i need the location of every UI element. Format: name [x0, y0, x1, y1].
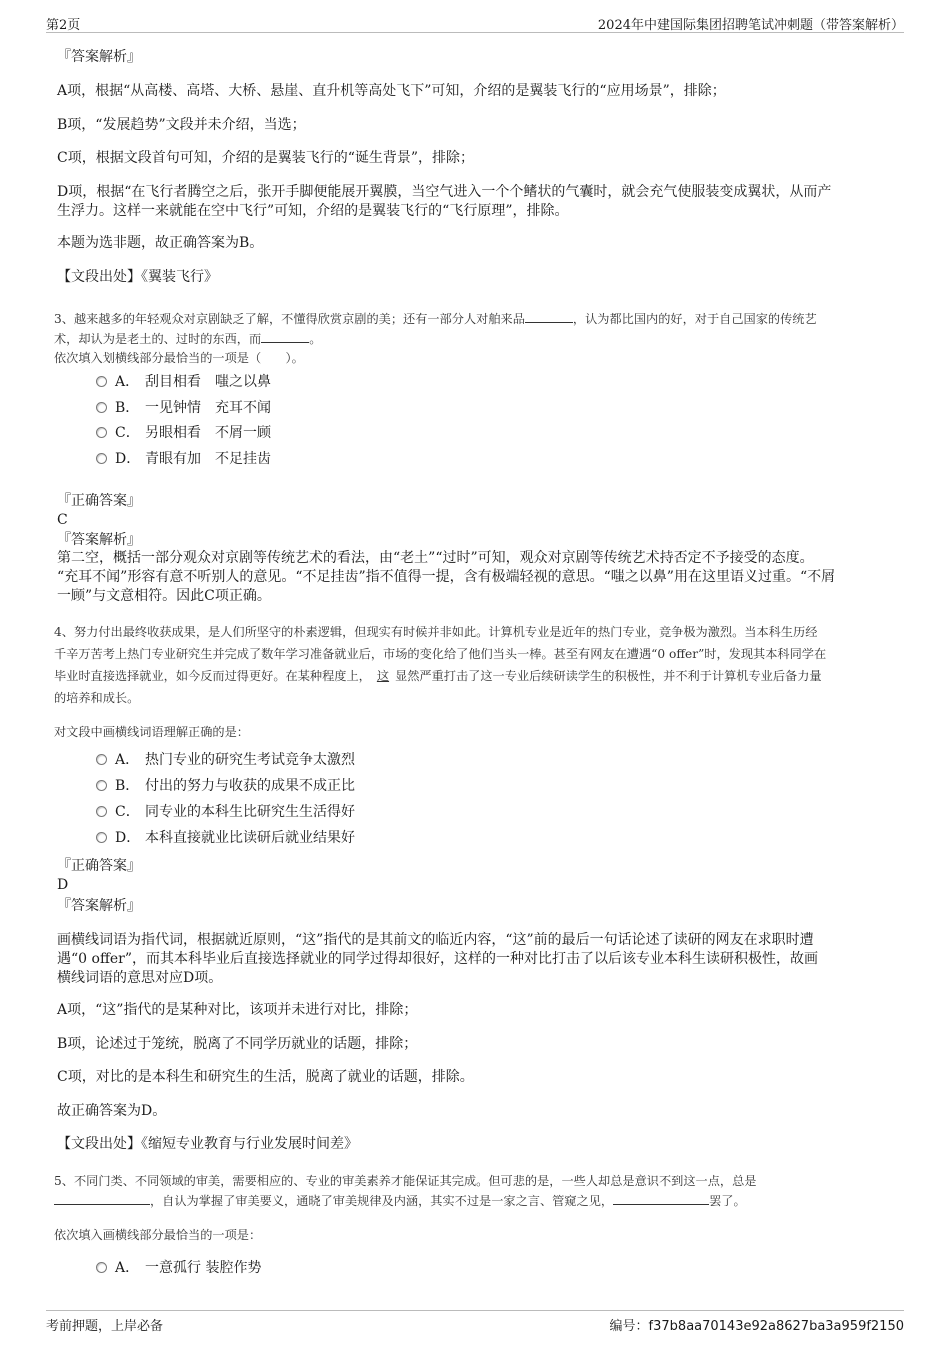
footer-slogan: 考前押题，上岸必备 — [46, 1319, 164, 1334]
fill-blank — [261, 330, 309, 343]
question-5-option-a[interactable] — [96, 1259, 261, 1277]
question-4-option-d[interactable] — [96, 829, 355, 847]
page-header — [46, 12, 904, 33]
fill-blank — [613, 1192, 709, 1205]
radio-button[interactable] — [96, 754, 107, 765]
analysis-option-a: A项，根据“从高楼、高塔、大桥、悬崖、直升机等高处飞下”可知，介绍的是翼装飞行的“应用场景”，排除； — [57, 83, 726, 99]
question-3-option-b[interactable] — [96, 399, 271, 417]
page-number: 第2页 — [46, 18, 81, 33]
stem-text: 术，却认为是老土的、过时的东西，而 — [54, 332, 262, 346]
option-text: 一意孤行 装腔作势 — [145, 1260, 262, 1276]
question-4-stem-line3 — [54, 665, 894, 687]
question-4-stem-line2: 千辛万苦考上热门专业研究生并完成了数年学习准备就业后，市场的变化给了他们当头一棒。甚至有网友在遭遇“0 offer”时，发现其本科同学在 — [54, 647, 827, 661]
radio-button[interactable] — [96, 1262, 107, 1273]
analysis-conclusion: 故正确答案为D。 — [57, 1103, 167, 1119]
option-word-2: 嗤之以鼻 — [215, 374, 271, 390]
radio-button[interactable] — [96, 402, 107, 413]
code-value: f37b8aa70143e92a8627ba3a959f2150 — [648, 1319, 904, 1334]
analysis-option-d-line1: D项，根据“在飞行者腾空之后，张开手脚便能展开翼膜，当空气进入一个个鳍状的气囊时，就会充气使服装变成翼状，从而产 — [57, 184, 832, 200]
option-letter: C． — [115, 425, 140, 441]
question-4-option-c[interactable] — [96, 803, 355, 821]
analysis-option-c: C项，对比的是本科生和研究生的生活，脱离了就业的话题，排除。 — [57, 1069, 474, 1085]
option-letter: C． — [115, 804, 140, 820]
underlined-word: 这 — [376, 669, 390, 683]
stem-text: ，自认为掌握了审美要义，通晓了审美规律及内涵，其实不过是一家之言、管窥之见， — [150, 1194, 614, 1208]
option-word-2: 不屑一顾 — [215, 425, 271, 441]
stem-text: ，认为都比国内的好，对于自己国家的传统艺 — [572, 312, 817, 326]
analysis-option-c: C项，根据文段首句可知，介绍的是翼装飞行的“诞生背景”，排除； — [57, 150, 475, 166]
analysis-label: 『答案解析』 — [57, 898, 141, 914]
fill-blank — [525, 310, 573, 323]
code-label: 编号： — [609, 1319, 649, 1334]
option-text: 热门专业的研究生考试竞争太激烈 — [145, 752, 355, 768]
question-4-stem-line1: 4、努力付出最终收获成果，是人们所坚守的朴素逻辑，但现实有时候并非如此。计算机专业是近年的热门专业，竞争极为激烈。当本科生历经 — [54, 625, 818, 639]
question-5-prompt: 依次填入画横线部分最恰当的一项是： — [54, 1228, 262, 1242]
analysis-option-d-line2: 生浮力。这样一来就能在空中飞行”可知，介绍的是翼装飞行的“飞行原理”，排除。 — [57, 203, 569, 219]
question-3-stem-line1 — [54, 308, 894, 330]
question-3-prompt: 依次填入划横线部分最恰当的一项是（ ）。 — [54, 351, 304, 365]
analysis-line3: 一顾”与文意相符。因此C项正确。 — [57, 588, 271, 604]
option-word-2: 不足挂齿 — [215, 451, 271, 467]
analysis-label: 『答案解析』 — [57, 49, 141, 65]
question-4-option-a[interactable] — [96, 751, 355, 769]
question-3-option-a[interactable] — [96, 373, 271, 391]
correct-answer: C — [57, 512, 68, 528]
option-text: 同专业的本科生比研究生生活得好 — [145, 804, 355, 820]
option-letter: D． — [115, 451, 141, 467]
option-word-1: 青眼有加 — [145, 451, 201, 467]
option-text: 付出的努力与收获的成果不成正比 — [145, 778, 355, 794]
stem-text: 罢了。 — [709, 1194, 746, 1208]
source-citation: 【文段出处】《缩短专业教育与行业发展时间差》 — [57, 1136, 358, 1152]
analysis-conclusion: 本题为选非题，故正确答案为B。 — [57, 235, 264, 251]
radio-button[interactable] — [96, 780, 107, 791]
question-3-option-c[interactable] — [96, 424, 271, 442]
answer-label: 『正确答案』 — [57, 493, 141, 509]
radio-button[interactable] — [96, 427, 107, 438]
analysis-option-b: B项，论述过于笼统，脱离了不同学历就业的话题，排除； — [57, 1036, 418, 1052]
analysis-option-b: B项，“发展趋势”文段并未介绍，当选； — [57, 117, 306, 133]
analysis-option-a: A项，“这”指代的是某种对比，该项并未进行对比，排除； — [57, 1002, 418, 1018]
analysis-line2: “充耳不闻”形容有意不听别人的意见。“不足挂齿”指不值得一提，含有极端轻视的意思。“嗤之以鼻”用在这里语义过重。“不屑 — [57, 569, 836, 585]
document-title: 2024年中建国际集团招聘笔试冲刺题（带答案解析） — [597, 18, 904, 33]
option-word-1: 另眼相看 — [145, 425, 201, 441]
correct-answer: D — [57, 877, 69, 893]
option-letter: A． — [115, 1260, 140, 1276]
document-code — [610, 1315, 904, 1334]
answer-label: 『正确答案』 — [57, 858, 141, 874]
option-letter: A． — [115, 374, 140, 390]
source-citation: 【文段出处】《翼装飞行》 — [57, 269, 218, 285]
stem-text: 3、越来越多的年轻观众对京剧缺乏了解，不懂得欣赏京剧的美；还有一部分人对舶来品 — [54, 312, 525, 326]
fill-blank — [54, 1192, 150, 1205]
option-letter: B． — [115, 400, 140, 416]
option-letter: D． — [115, 830, 141, 846]
analysis-label: 『答案解析』 — [57, 532, 141, 548]
radio-button[interactable] — [96, 376, 107, 387]
question-4-prompt: 对文段中画横线词语理解正确的是： — [54, 725, 249, 739]
stem-text: 显然严重打击了这一专业后续研读学生的积极性，并不利于计算机专业后备力量 — [395, 669, 822, 683]
radio-button[interactable] — [96, 832, 107, 843]
option-letter: B． — [115, 778, 140, 794]
question-4-option-b[interactable] — [96, 777, 355, 795]
option-letter: A． — [115, 752, 140, 768]
radio-button[interactable] — [96, 453, 107, 464]
analysis-line1: 画横线词语为指代词，根据就近原则，“这”指代的是其前文的临近内容，“这”前的最后一句话论述了读研的网友在求职时遭 — [57, 932, 814, 948]
analysis-line1: 第二空，概括一部分观众对京剧等传统艺术的看法，由“老土”“过时”可知，观众对京剧等传统艺术持否定不予接受的态度。 — [57, 550, 814, 566]
page-footer — [46, 1310, 904, 1335]
stem-text: 。 — [309, 332, 322, 346]
question-4-stem-line4: 的培养和成长。 — [54, 691, 140, 705]
option-text: 本科直接就业比读研后就业结果好 — [145, 830, 355, 846]
question-3-option-d[interactable] — [96, 450, 271, 468]
analysis-line3: 横线词语的意思对应D项。 — [57, 970, 223, 986]
radio-button[interactable] — [96, 806, 107, 817]
question-5-stem-line1: 5、不同门类、不同领域的审美，需要相应的、专业的审美素养才能保证其完成。但可悲的是，一些人却总是意识不到这一点，总是 — [54, 1174, 757, 1188]
option-word-1: 刮目相看 — [145, 374, 201, 390]
stem-text: 毕业时直接选择就业，如今反而过得更好。在某种程度上， — [54, 669, 371, 683]
option-word-1: 一见钟情 — [145, 400, 201, 416]
analysis-line2: 遇“0 offer”，而其本科毕业后直接选择就业的同学过得却很好，这样的一种对比打击了以后该专业本科生读研积极性，故画 — [57, 951, 819, 967]
question-5-stem-line2 — [54, 1190, 894, 1212]
option-word-2: 充耳不闻 — [215, 400, 271, 416]
